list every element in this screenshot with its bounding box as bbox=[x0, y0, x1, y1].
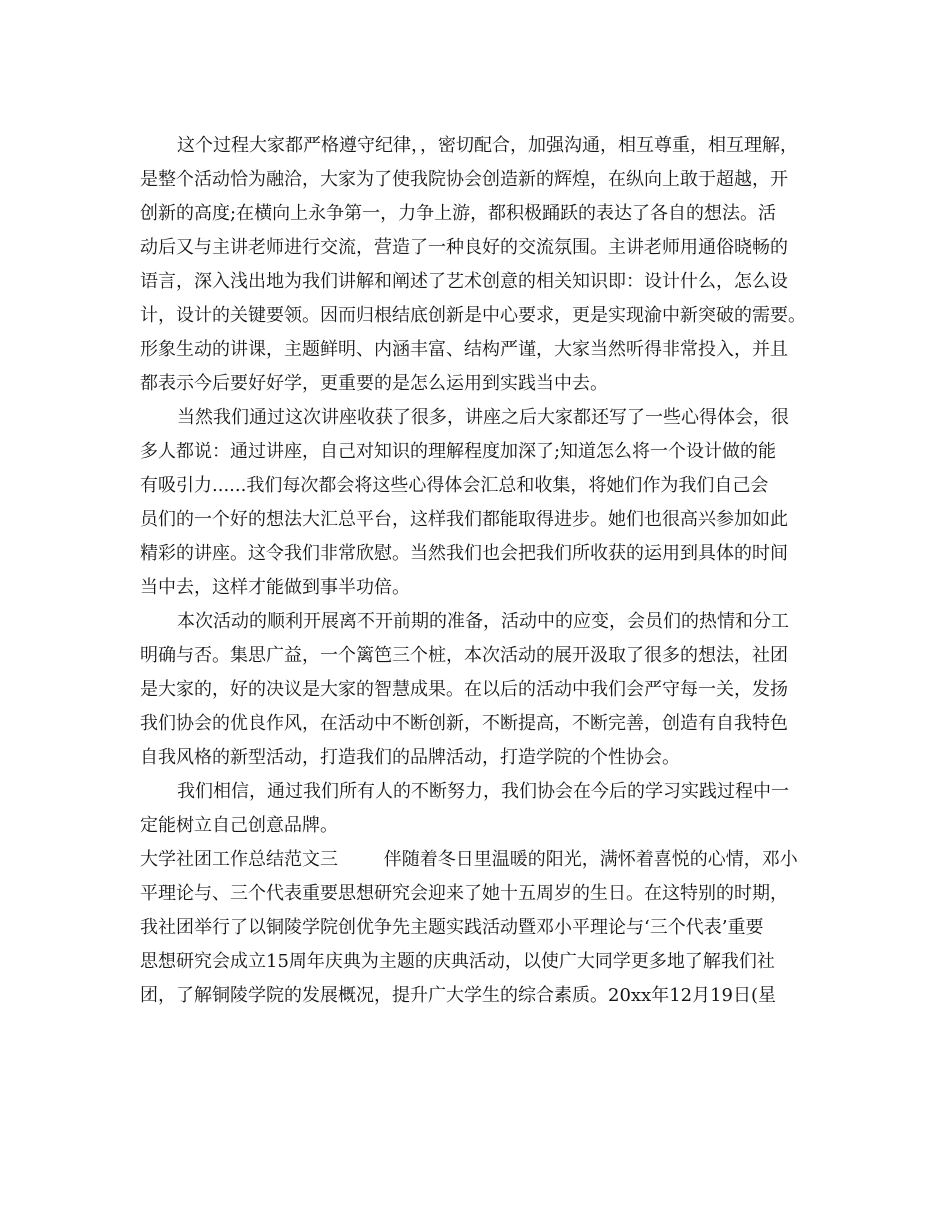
text-line-19: 自我风格的新型活动，打造我们的品牌活动，打造学院的个性协会。 bbox=[140, 747, 680, 768]
text-line-9: 当然我们通过这次讲座收获了很多，讲座之后大家都还写了一些心得体会，很 bbox=[177, 407, 789, 428]
text-line-12: 员们的一个好的想法大汇总平台，这样我们都能取得进步。她们也很高兴参加如此 bbox=[140, 509, 788, 530]
text-line-15: 本次活动的顺利开展离不开前期的准备，活动中的应变，会员们的热情和分工 bbox=[177, 611, 789, 632]
section-heading-line: 大学社团工作总结范文三 伴随着冬日里温暖的阳光，满怀着喜悦的心情，邓小 bbox=[140, 849, 798, 870]
text-line-23: 平理论与、三个代表重要思想研究会迎来了她十五周岁的生日。在这特别的时期， bbox=[140, 883, 788, 904]
text-line-8: 都表示今后要好好学，更重要的是怎么运用到实践当中去。 bbox=[140, 373, 608, 394]
text-line-18: 我们协会的优良作风，在活动中不断创新，不断提高，不断完善，创造有自我特色 bbox=[140, 713, 788, 734]
text-line-2: 是整个活动恰为融洽，大家为了使我院协会创造新的辉煌，在纵向上敢于超越，开 bbox=[140, 169, 788, 190]
text-line-3: 创新的高度;在横向上永争第一，力争上游，都积极踊跃的表达了各自的想法。活 bbox=[140, 203, 777, 224]
text-line-25: 思想研究会成立15周年庆典为主题的庆典活动，以使广大同学更多地了解我们社 bbox=[140, 951, 775, 972]
text-line-13: 精彩的讲座。这令我们非常欣慰。当然我们也会把我们所收获的运用到具体的时间 bbox=[140, 543, 788, 564]
text-line-24: 我社团举行了以铜陵学院创优争先主题实践活动暨邓小平理论与‘三个代表’重要 bbox=[140, 917, 764, 938]
text-line-5: 语言，深入浅出地为我们讲解和阐述了艺术创意的相关知识即：设计什么，怎么设 bbox=[140, 271, 788, 292]
text-line-1: 这个过程大家都严格遵守纪律，，密切配合，加强沟通，相互尊重，相互理解， bbox=[177, 135, 798, 156]
text-line-26: 团，了解铜陵学院的发展概况，提升广大学生的综合素质。20xx年12月19日(星 bbox=[140, 985, 777, 1006]
text-line-17: 是大家的，好的决议是大家的智慧成果。在以后的活动中我们会严守每一关，发扬 bbox=[140, 679, 788, 700]
text-line-11: 有吸引力......我们每次都会将这些心得体会汇总和收集，将她们作为我们自己会 bbox=[140, 475, 769, 496]
text-line-14: 当中去，这样才能做到事半功倍。 bbox=[140, 577, 410, 598]
text-line-20: 我们相信，通过我们所有人的不断努力，我们协会在今后的学习实践过程中一 bbox=[177, 781, 789, 802]
text-line-4: 动后又与主讲老师进行交流，营造了一种良好的交流氛围。主讲老师用通俗晓畅的 bbox=[140, 237, 788, 258]
text-line-7: 形象生动的讲课，主题鲜明、内涵丰富、结构严谨，大家当然听得非常投入，并且 bbox=[140, 339, 788, 360]
text-line-16: 明确与否。集思广益，一个篱笆三个桩，本次活动的展开汲取了很多的想法，社团 bbox=[140, 645, 788, 666]
text-line-10: 多人都说：通过讲座，自己对知识的理解程度加深了;知道怎么将一个设计做的能 bbox=[140, 441, 777, 462]
text-line-21: 定能树立自己创意品牌。 bbox=[140, 815, 338, 836]
text-line-6: 计，设计的关键要领。因而归根结底创新是中心要求，更是实现渝中新突破的需要。 bbox=[140, 305, 806, 326]
